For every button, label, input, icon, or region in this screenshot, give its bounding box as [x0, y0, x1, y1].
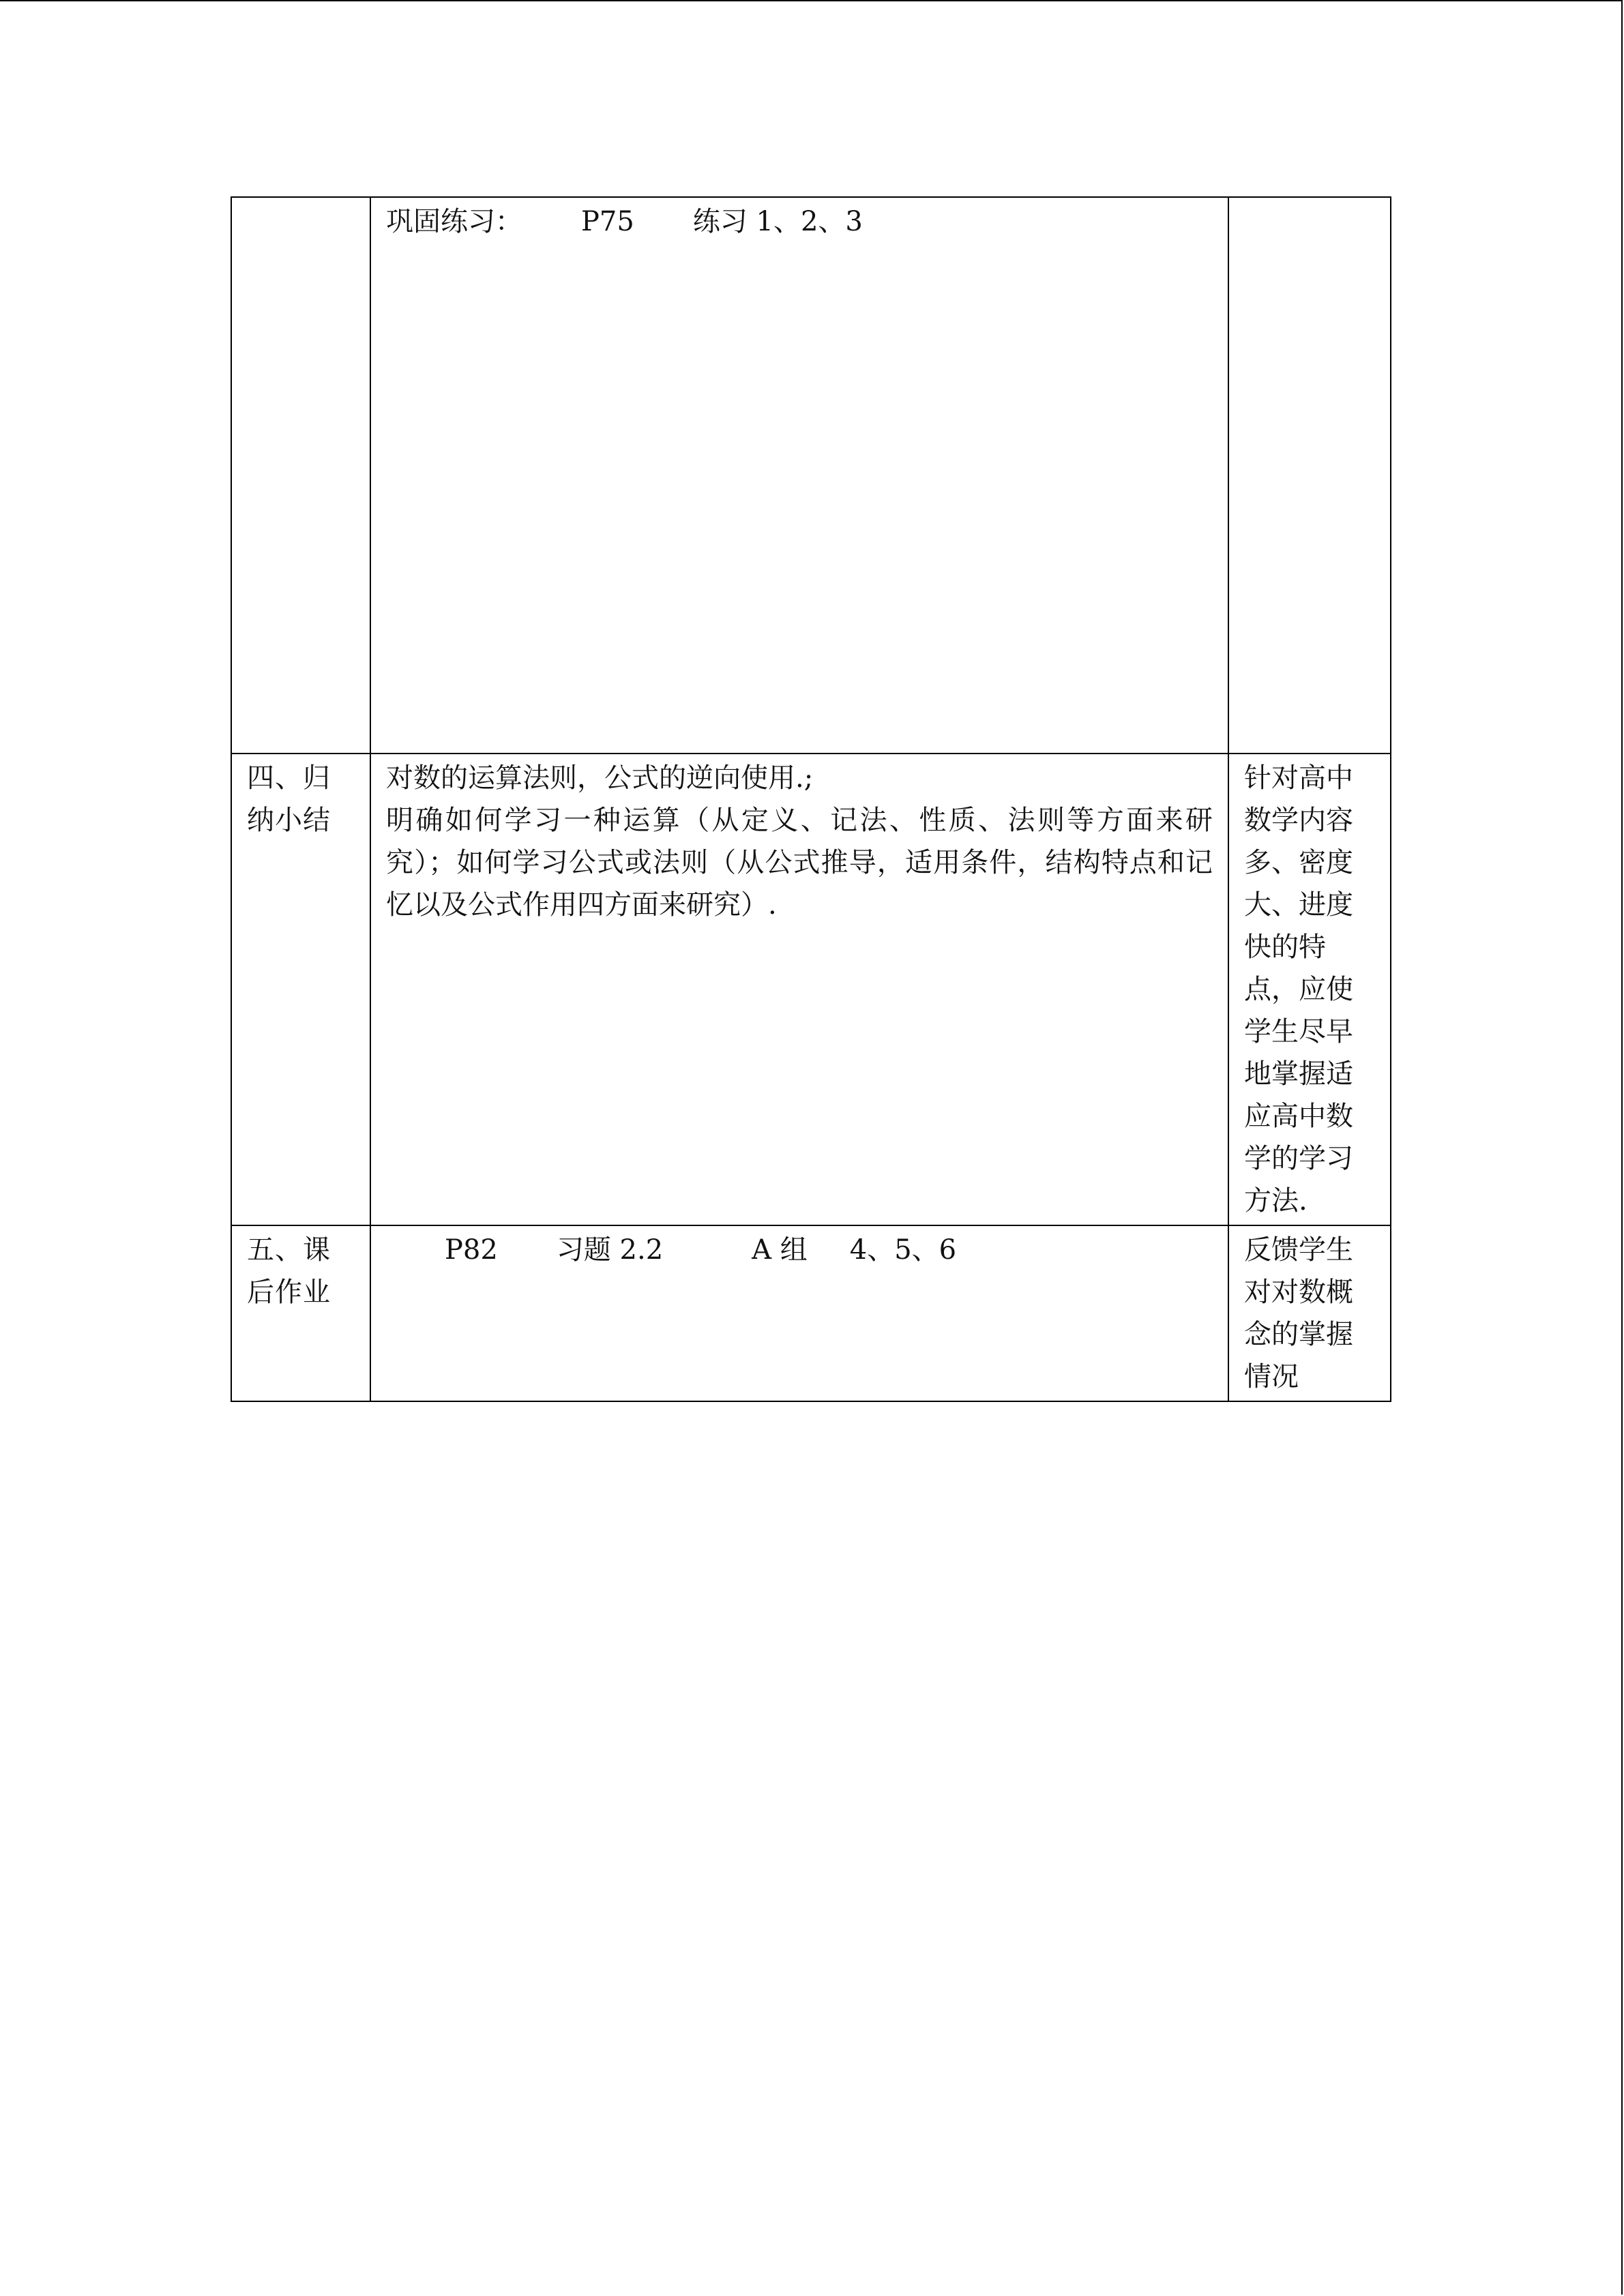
- homework-problems: 4、5、6: [849, 1234, 957, 1266]
- consolidation-line: [386, 200, 1213, 243]
- content-cell-summary: [370, 754, 1228, 1225]
- homework-line: [386, 1229, 1213, 1271]
- content-cell-homework: [370, 1225, 1228, 1401]
- content-cell: [370, 197, 1228, 754]
- homework-exercise: 习题 2.2: [556, 1234, 664, 1266]
- summary-line-1: 对数的运算法则，公式的逆向使用.;: [386, 762, 814, 794]
- consolidation-label: 巩固练习：: [386, 206, 522, 237]
- section-cell-summary: 四、归纳小结: [231, 754, 370, 1225]
- section-cell-homework: 五、课后作业: [231, 1225, 370, 1401]
- table-row-consolidation: [231, 197, 1391, 754]
- consolidation-page: P75: [581, 206, 634, 237]
- table-row-homework: [231, 1225, 1391, 1401]
- summary-line-2: 明确如何学习一种运算（从定义、记法、性质、法则等方面来研究）；如何学习公式或法则（从公式推导，适用条件，结构特点和记忆以及公式作用四方面来研究）.: [386, 805, 1213, 921]
- homework-page: P82: [445, 1234, 498, 1266]
- note-cell-summary: 针对高中数学内容多、密度大、进度快的特点，应使学生尽早地掌握适应高中数学的学习方法.: [1228, 754, 1391, 1225]
- section-cell: [231, 197, 370, 754]
- consolidation-exercise: 练习 1、2、3: [692, 206, 863, 237]
- note-cell-homework: 反馈学生对对数概念的掌握情况: [1228, 1225, 1391, 1401]
- lesson-plan-table: [231, 196, 1391, 1402]
- note-cell: [1228, 197, 1391, 754]
- homework-group: A 组: [752, 1234, 808, 1266]
- table-row-summary: [231, 754, 1391, 1225]
